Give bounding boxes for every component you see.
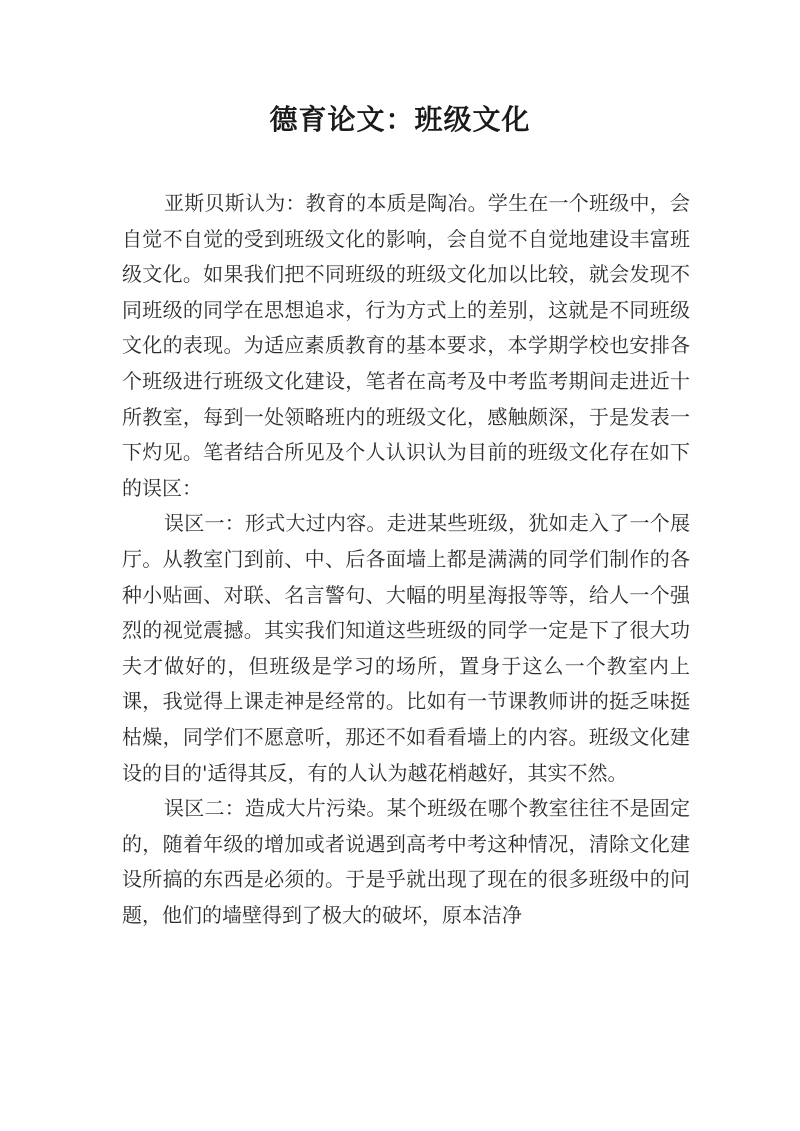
paragraph-intro: 亚斯贝斯认为：教育的本质是陶冶。学生在一个班级中，会自觉不自觉的受到班级文化的影响，会自觉不自觉地建设丰富班级文化。如果我们把不同班级的班级文化加以比较，就会发现不同班级的同学在思想追求，行为方式上的差别，这就是不同班级文化的表现。为适应素质教育的基本要求，本学期学校也安排各个班级进行班级文化建设，笔者在高考及中考监考期间走进近十所教室，每到一处领略班内的班级文化，感触颇深，于是发表一下灼见。笔者结合所见及个人认识认为目前的班级文化存在如下的误区： <box>122 191 690 500</box>
document-title: 德育论文：班级文化 <box>269 103 531 136</box>
paragraph-misconception-one: 误区一：形式大过内容。走进某些班级，犹如走入了一个展厅。从教室门到前、中、后各面墙上都是满满的同学们制作的各种小贴画、对联、名言警句、大幅的明星海报等等，给人一个强烈的视觉震撼。其实我们知道这些班级的同学一定是下了很大功夫才做好的，但班级是学习的场所，置身于这么一个教室内上课，我觉得上课走神是经常的。比如有一节课教师讲的挺乏味挺枯燥，同学们不愿意听，那还不如看看墙上的内容。班级文化建设的目的'适得其反，有的人认为越花梢越好，其实不然。 <box>122 511 690 785</box>
paragraph-misconception-two: 误区二：造成大片污染。某个班级在哪个教室往往不是固定的，随着年级的增加或者说遇到高考中考这种情况，清除文化建设所搞的东西是必须的。于是乎就出现了现在的很多班级中的问题，他们的墙壁得到了极大的破坏，原本洁净 <box>122 796 690 927</box>
document-body <box>122 186 690 933</box>
